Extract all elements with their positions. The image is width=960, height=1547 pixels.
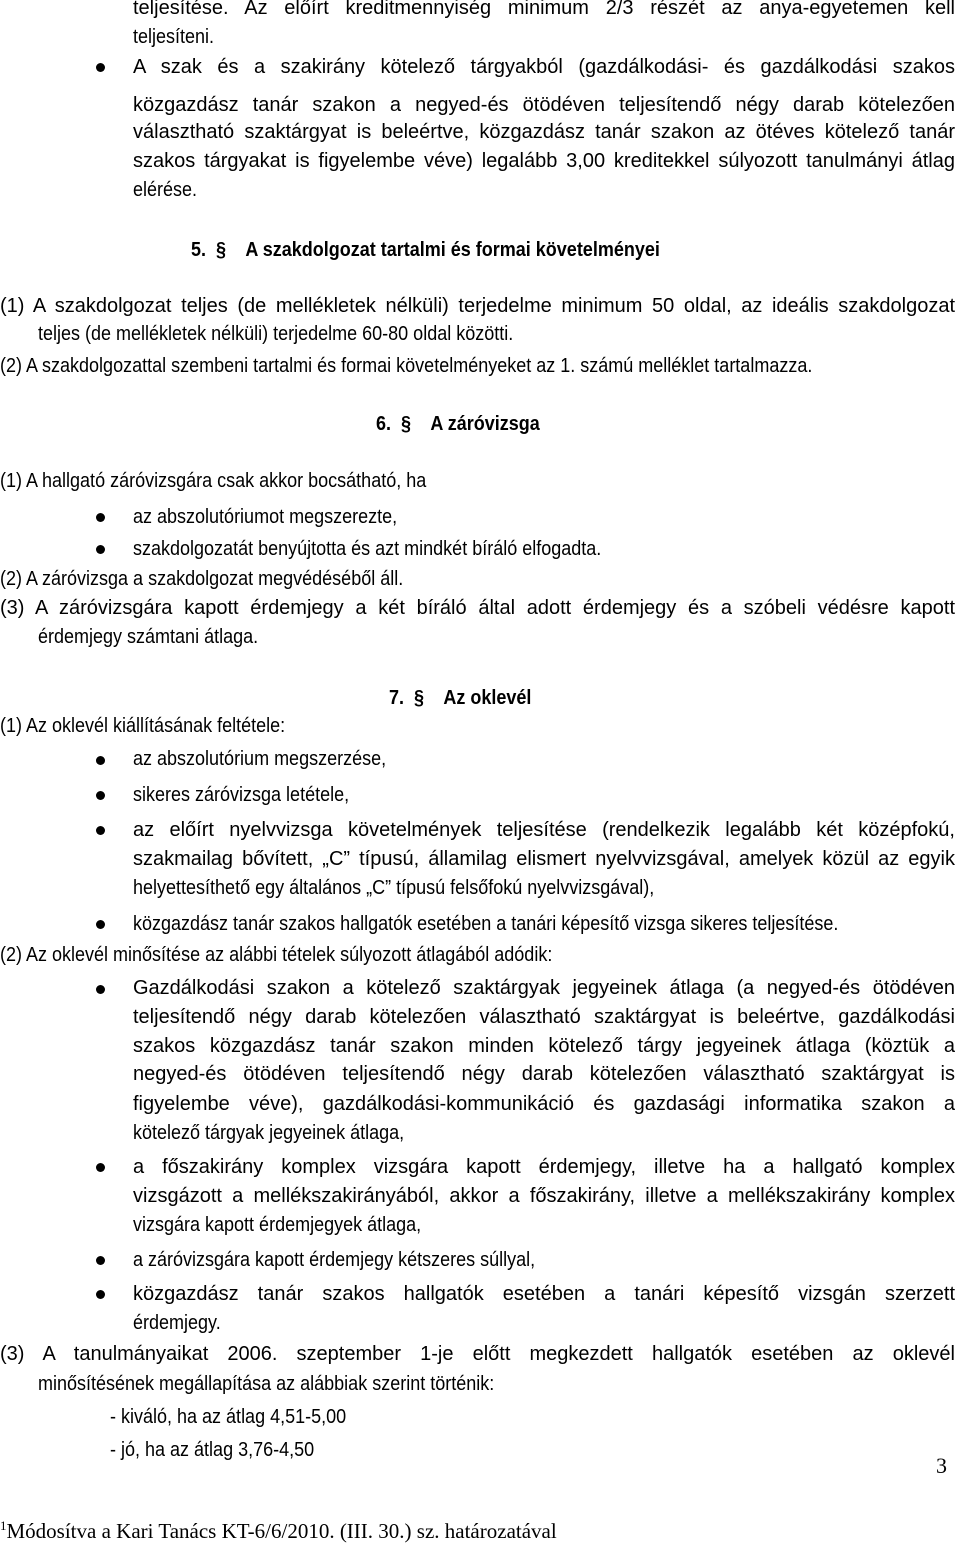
s5-p1-line-1: (1) A szakdolgozat teljes (de mellékletek nélküli) terjedelme minimum 50 oldal, az ideális szakdolgozat	[0, 295, 955, 317]
page-number: 3	[936, 1453, 947, 1478]
section-7-heading	[389, 684, 547, 713]
bullet-icon	[96, 985, 105, 994]
bullet-icon	[96, 513, 105, 522]
bullet-icon	[96, 1163, 105, 1172]
section-5-number: 5.	[191, 239, 207, 261]
s7-c2-line-1: a főszakirány komplex vizsgára kapott érdemjegy, illetve ha a hallgató komplex	[133, 1156, 955, 1178]
section-7-number: 7.	[389, 687, 405, 709]
bullet-icon	[96, 1256, 105, 1265]
s7-c1-line-6: kötelező tárgyak jegyeinek átlaga,	[133, 1122, 405, 1144]
s7-b1: az abszolutórium megszerzése,	[133, 748, 387, 770]
prev-bullet-line-5: elérése.	[133, 179, 198, 201]
s7-b3-line-1: az előírt nyelvvizsga követelmények teljesítése (rendelkezik legalább két középfokú,	[133, 819, 955, 841]
s7-c4-line-2: érdemjegy.	[133, 1312, 221, 1334]
s7-c2-line-2: vizsgázott a mellékszakirányából, akkor a főszakirány, illetve a mellékszakirány komplex	[133, 1185, 955, 1207]
bullet-icon	[96, 791, 105, 800]
bullet-icon	[96, 920, 105, 929]
s7-c2-line-3: vizsgára kapott érdemjegyek átlaga,	[133, 1214, 422, 1236]
s7-c3: a záróvizsgára kapott érdemjegy kétszeres súllyal,	[133, 1249, 536, 1271]
grade-item: - kiváló, ha az átlag 4,51-5,00	[110, 1406, 347, 1428]
prev-line-2: teljesíteni.	[133, 26, 215, 48]
section-6-title: A záróvizsga	[430, 413, 540, 435]
bullet-icon	[96, 545, 105, 554]
s5-p2: (2) A szakdolgozattal szembeni tartalmi és formai követelményeket az 1. számú melléklet tartalmazza.	[0, 355, 813, 377]
footnote-text: Módosítva a Kari Tanács KT-6/6/2010. (III. 30.) sz. határozatával	[6, 1519, 557, 1543]
s5-p1-line-2: teljes (de mellékletek nélküli) terjedelme 60-80 oldal közötti.	[38, 323, 514, 345]
s6-p3-line-2: érdemjegy számtani átlaga.	[38, 626, 259, 648]
s7-b2: sikeres záróvizsga letétele,	[133, 784, 350, 806]
s7-c1-line-4: negyed-és ötödéven teljesítendő négy darab kötelezően választható szaktárgyat is	[133, 1063, 955, 1085]
s7-p2: (2) Az oklevél minősítése az alábbi tételek súlyozott átlagából adódik:	[0, 944, 553, 966]
prev-bullet-line-2: közgazdász tanár szakon a negyed-és ötödéven teljesítendő négy darab kötelezően	[133, 94, 955, 116]
section-sign: §	[414, 687, 425, 709]
prev-bullet-line-4: szakos tárgyakat is figyelembe véve) legalább 3,00 kreditekkel súlyozott tanulmányi átlag	[133, 150, 955, 172]
s7-c1-line-2: teljesítendő négy darab kötelezően választható szaktárgyat is beleértve, gazdálkodási	[133, 1006, 955, 1028]
s7-c1-line-3: szakos közgazdász tanár szakon minden kötelező tárgy jegyeinek átlaga (köztük a	[133, 1035, 955, 1057]
bullet-icon	[96, 63, 105, 72]
s7-b3-line-3: helyettesíthető egy általános „C” típusú felsőfokú nyelvvizsgával),	[133, 877, 655, 899]
s7-p3-line-2: minősítésének megállapítása az alábbiak szerint történik:	[38, 1373, 495, 1395]
s6-p3-line-1: (3) A záróvizsgára kapott érdemjegy a két bíráló által adott érdemjegy és a szóbeli védésre kapott	[0, 597, 955, 619]
prev-line-1: teljesítése. Az előírt kreditmennyiség minimum 2/3 részét az anya-egyetemen kell	[133, 0, 955, 19]
s6-p1: (1) A hallgató záróvizsgára csak akkor bocsátható, ha	[0, 470, 427, 492]
s6-p2: (2) A záróvizsga a szakdolgozat megvédéséből áll.	[0, 568, 404, 590]
section-6-number: 6.	[376, 413, 392, 435]
section-sign: §	[401, 413, 412, 435]
bullet-icon	[96, 756, 105, 765]
s7-b3-line-2: szakmailag bővített, „C” típusú, államilag elismert nyelvvizsgával, amelyek közül az egyik	[133, 848, 955, 870]
s7-p3-line-1: (3) A tanulmányaikat 2006. szeptember 1-je előtt megkezdett hallgatók esetében az oklevél	[0, 1343, 955, 1365]
section-6-heading	[376, 410, 558, 439]
s7-c1-line-5: figyelembe véve), gazdálkodási-kommunikáció és gazdasági informatika szakon a	[133, 1093, 955, 1115]
prev-bullet-line-3: választható szaktárgyat is beleértve, közgazdász tanár szakon az ötéves kötelező tanár	[133, 121, 955, 143]
prev-bullet-line-1: A szak és a szakirány kötelező tárgyakból (gazdálkodási- és gazdálkodási szakos	[133, 56, 955, 78]
s6-bullet-2: szakdolgozatát benyújtotta és azt mindkét bíráló elfogadta.	[133, 538, 602, 560]
section-5-heading	[191, 236, 712, 265]
bullet-icon	[96, 1290, 105, 1299]
section-5-title: A szakdolgozat tartalmi és formai követelményei	[245, 239, 660, 261]
footnote-marker: 1	[0, 1518, 7, 1533]
grade-item: - jó, ha az átlag 3,76-4,50	[110, 1439, 315, 1461]
s7-c1-line-1: Gazdálkodási szakon a kötelező szaktárgyak jegyeinek átlaga (a negyed-és ötödéven	[133, 977, 955, 999]
footnote	[0, 1518, 557, 1544]
section-7-title: Az oklevél	[443, 687, 532, 709]
s7-b4: közgazdász tanár szakos hallgatók esetében a tanári képesítő vizsga sikeres teljesítése.	[133, 913, 839, 935]
s7-c4-line-1: közgazdász tanár szakos hallgatók esetében a tanári képesítő vizsgán szerzett	[133, 1283, 955, 1305]
s6-bullet-1: az abszolutóriumot megszerezte,	[133, 506, 398, 528]
bullet-icon	[96, 826, 105, 835]
s7-p1: (1) Az oklevél kiállításának feltétele:	[0, 715, 286, 737]
section-sign: §	[216, 239, 227, 261]
